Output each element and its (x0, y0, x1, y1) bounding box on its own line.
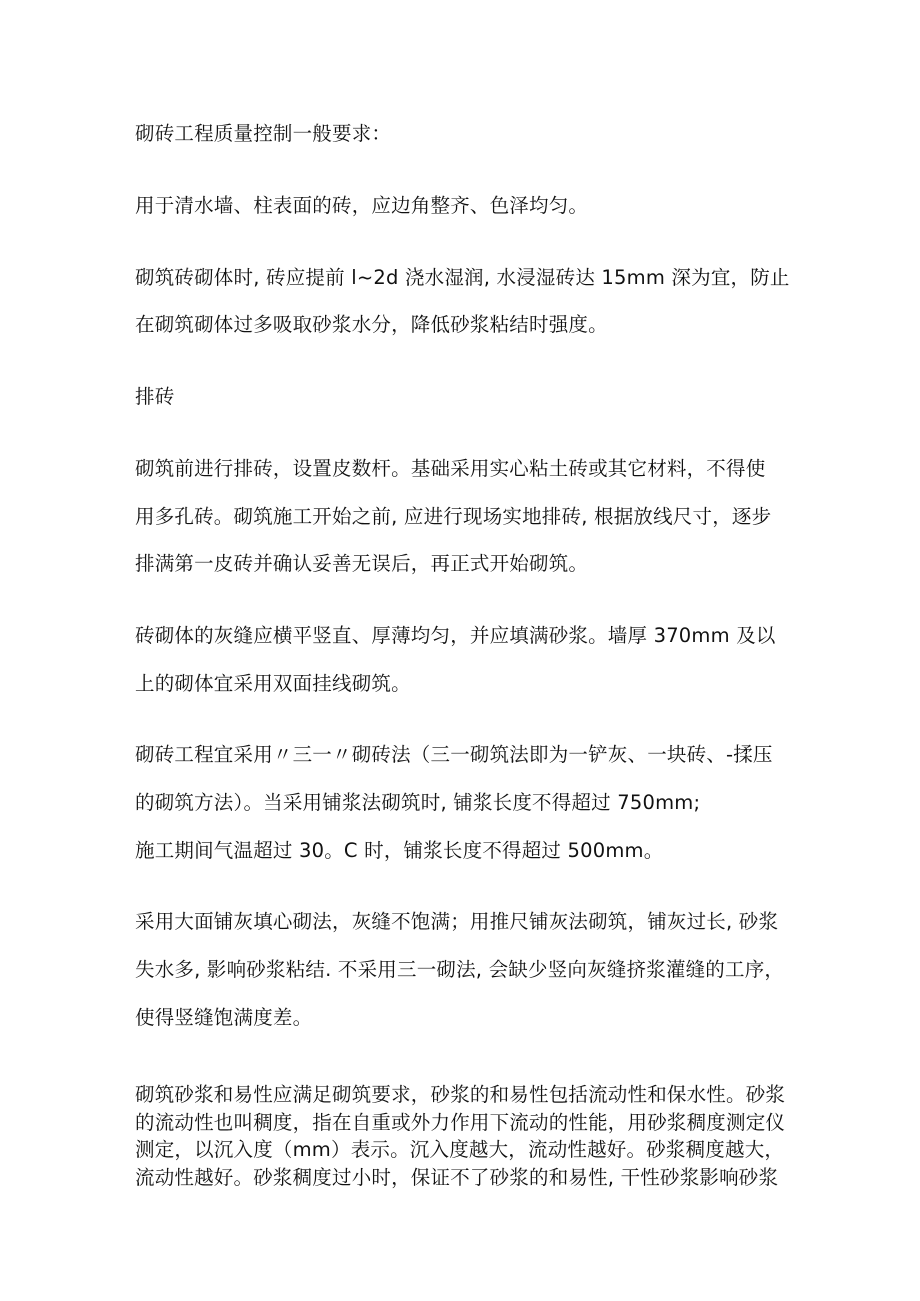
paragraph-line: 用多孔砖。砌筑施工开始之前, 应进行现场实地排砖, 根据放线尺寸，逐步 (135, 505, 772, 528)
paragraph-line: 砌筑前进行排砖，设置皮数杆。基础采用实心粘土砖或其它材料，不得使 (135, 457, 766, 480)
document-heading: 砌砖工程质量控制一般要求： (135, 122, 392, 145)
paragraph-line: 砖砌体的灰缝应横平竖直、厚薄均匀，并应填满砂浆。墙厚 370mm 及以 (135, 624, 776, 647)
paragraph-line: 在砌筑砌体过多吸取砂浆水分，降低砂浆粘结时强度。 (135, 313, 608, 336)
paragraph-line: 采用大面铺灰填心砌法，灰缝不饱满；用推尺铺灰法砌筑，铺灰过长, 砂浆 (135, 910, 779, 933)
section-heading: 排砖 (135, 385, 175, 408)
paragraph-line: 流动性越好。砂浆稠度过小时，保证不了砂浆的和易性, 干性砂浆影响砂浆 (135, 1166, 779, 1189)
paragraph-line: 的砌筑方法）。当采用铺浆法砌筑时, 铺浆长度不得超过 750mm; (135, 791, 701, 814)
paragraph-line: 砌筑砂浆和易性应满足砌筑要求，砂浆的和易性包括流动性和保水性。砂浆 (135, 1083, 786, 1106)
paragraph-line: 的流动性也叫稠度，指在自重或外力作用下流动的性能，用砂浆稠度测定仪 (135, 1111, 786, 1134)
paragraph-line: 使得竖缝饱满度差。 (135, 1006, 313, 1029)
paragraph-line: 排满第一皮砖并确认妥善无误后，再正式开始砌筑。 (135, 552, 589, 575)
paragraph-line: 施工期间气温超过 30。C 时，铺浆长度不得超过 500mm。 (135, 839, 664, 862)
paragraph-line: 测定，以沉入度（mm）表示。沉入度越大，流动性越好。砂浆稠度越大， (135, 1138, 785, 1161)
paragraph-line: 砌筑砖砌体时, 砖应提前 l~2d 浇水湿润, 水浸湿砖达 15mm 深为宜，防止 (135, 266, 790, 289)
paragraph-line: 上的砌体宜采用双面挂线砌筑。 (135, 672, 411, 695)
paragraph-line: 失水多, 影响砂浆粘结. 不采用三一砌法, 会缺少竖向灰缝挤浆灌缝的工序， (135, 958, 785, 981)
paragraph-line: 砌砖工程宜采用〃三一〃砌砖法（三一砌筑法即为一铲灰、一块砖、-揉压 (135, 743, 773, 766)
paragraph-line: 用于清水墙、柱表面的砖，应边角整齐、色泽均匀。 (135, 194, 589, 217)
